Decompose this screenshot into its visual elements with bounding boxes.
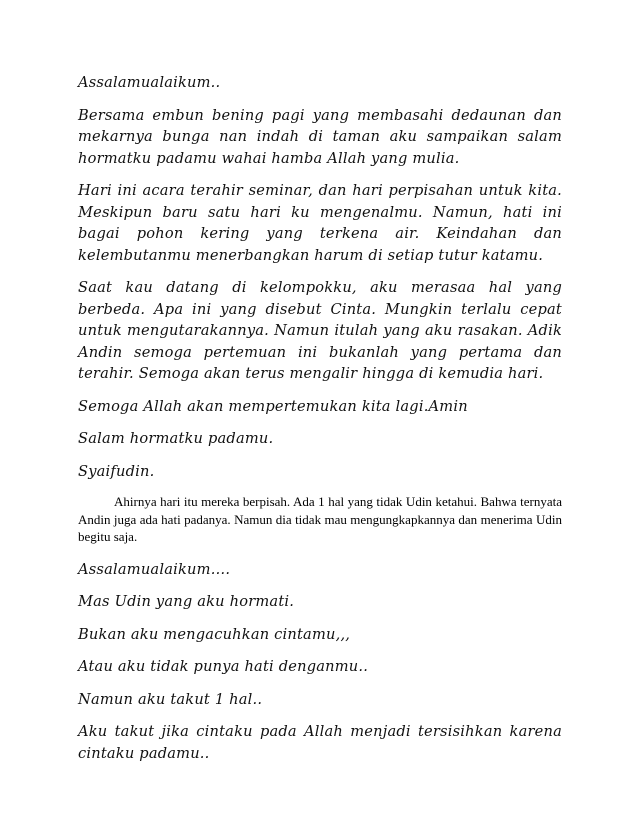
letter2-line-1: Mas Udin yang aku hormati. bbox=[78, 593, 295, 610]
letter2-line-5: Aku takut jika cintaku pada Allah menjadi tersisihkan karena cintaku padamu.. bbox=[78, 723, 562, 762]
letter1-paragraph-3: Saat kau datang di kelompokku, aku merasaa hal yang berbeda. Apa ini yang disebut Cinta. Mungkin terlalu cepat untuk mengutarakannya. Namun itulah yang aku rasakan. Adik Andin semoga pertemuan ini bukanlah yang pertama dan terahir. Semoga akan terus mengalir hingga di kemudia hari. bbox=[78, 279, 562, 382]
letter1-signature: Syaifudin. bbox=[78, 462, 155, 480]
letter1-paragraph-2: Hari ini acara terahir seminar, dan hari perpisahan untuk kita. Meskipun baru satu hari ku mengenalmu. Namun, hati ini bagai pohon kering yang terkena air. Keindahan dan kelembutanmu menerbangkan harum di setiap tutur katamu. bbox=[78, 182, 562, 264]
document-page bbox=[78, 72, 562, 775]
letter1-closing: Salam hormatku padamu. bbox=[78, 430, 274, 447]
letter2-greeting: Assalamualaikum…. bbox=[78, 560, 231, 578]
letter2-line-4: Namun aku takut 1 hal.. bbox=[78, 690, 263, 708]
letter2-line-2: Bukan aku mengacuhkan cintamu,,, bbox=[78, 625, 351, 643]
letter1-paragraph-1: Bersama embun bening pagi yang membasahi dedaunan dan mekarnya bunga nan indah di taman aku sampaikan salam hormatku padamu wahai hamba Allah yang mulia. bbox=[78, 106, 562, 167]
letter1-greeting: Assalamualaikum.. bbox=[78, 74, 221, 91]
narration-paragraph: Ahirnya hari itu mereka berpisah. Ada 1 hal yang tidak Udin ketahui. Bahwa ternyata Andin juga ada hati padanya. Namun dia tidak mau mengungkapkannya dan menerima Udin begitu saja. bbox=[78, 494, 562, 544]
letter2-line-3: Atau aku tidak punya hati denganmu.. bbox=[78, 658, 369, 675]
letter1-paragraph-4: Semoga Allah akan mempertemukan kita lagi.Amin bbox=[78, 397, 468, 415]
